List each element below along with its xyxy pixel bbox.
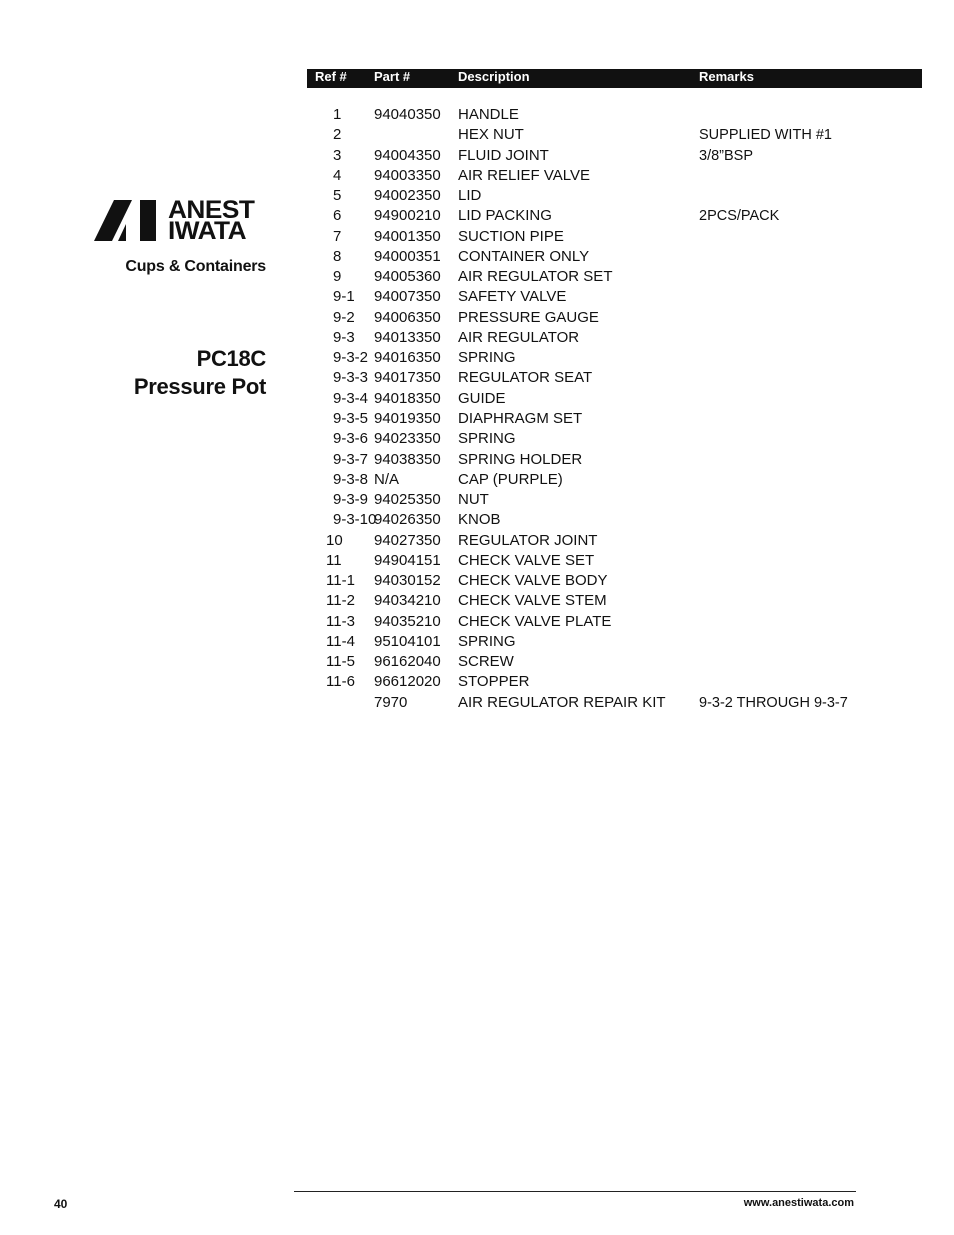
row-description: AIR REGULATOR SET [458,268,613,286]
row-ref: 9-3-8 [333,470,369,488]
row-description: SPRING HOLDER [458,450,583,468]
row-description: CAP (PURPLE) [458,470,563,488]
table-row [307,247,922,267]
table-row [307,186,922,206]
row-ref: 8 [333,247,342,265]
row-ref: 11-1 [326,572,355,590]
table-row [307,105,922,125]
row-part-number: 94016350 [374,349,441,367]
parts-table-header [307,69,922,88]
row-description: STOPPER [458,673,530,691]
row-description: AIR REGULATOR [458,328,580,346]
row-description: SPRING [458,430,516,448]
row-part-number: 94034210 [374,592,441,610]
row-part-number: 94003350 [374,166,441,184]
row-remarks: SUPPLIED WITH #1 [699,127,832,144]
table-row [307,571,922,591]
row-remarks: 3/8”BSP [699,147,753,164]
row-ref: 9-3-10 [333,511,377,529]
row-description: CHECK VALVE PLATE [458,612,612,630]
row-part-number: 94018350 [374,389,441,407]
row-ref: 9-1 [333,288,355,306]
table-row [307,591,922,611]
row-part-number: 94017350 [374,369,441,387]
row-part-number: 94006350 [374,308,441,326]
row-part-number: N/A [374,470,400,488]
row-part-number: 96162040 [374,653,441,671]
row-ref: 6 [333,207,342,225]
row-part-number: 7970 [374,693,408,711]
row-ref: 9-3-2 [333,349,369,367]
row-part-number: 94040350 [374,106,441,123]
row-ref: 7 [333,227,342,245]
table-row [307,490,922,510]
table-row [307,429,922,449]
row-description: REGULATOR JOINT [458,531,598,549]
row-ref: 9-3-6 [333,430,369,448]
row-description: LID PACKING [458,207,552,225]
row-ref: 4 [333,166,342,184]
table-row [307,328,922,348]
row-ref: 9-3-5 [333,409,369,427]
table-row [307,652,922,672]
row-part-number: 94013350 [374,328,441,346]
table-row [307,632,922,652]
table-row [307,409,922,429]
row-remarks: 2PCS/PACK [699,208,780,225]
row-remarks: 9-3-2 THROUGH 9-3-7 [699,694,848,711]
row-ref: 11-3 [326,612,355,630]
row-ref: 9-3-4 [333,389,369,407]
anest-iwata-mark-icon [94,200,160,242]
row-description: CONTAINER ONLY [458,247,590,265]
logo-word-iwata: IWATA [168,217,247,245]
row-description: DIAPHRAGM SET [458,409,583,427]
section-label: Cups & Containers [125,258,266,275]
row-description: SPRING [458,349,516,367]
table-row [307,308,922,328]
row-part-number: 94002350 [374,187,441,205]
row-ref: 11-5 [326,653,355,671]
row-ref: 3 [333,146,342,164]
row-part-number: 94023350 [374,430,441,448]
page-title-model: PC18C [196,346,266,371]
table-row [307,612,922,632]
row-part-number: 94904151 [374,551,441,569]
footer-divider [294,1191,856,1192]
row-description: FLUID JOINT [458,146,549,164]
row-ref: 5 [333,187,342,205]
parts-table [307,105,922,713]
logo-word-anest: ANEST [168,196,255,224]
table-row [307,368,922,388]
table-row [307,672,922,692]
row-ref: 1 [333,106,342,123]
row-ref: 2 [333,126,342,144]
header-part: Part # [374,69,411,84]
table-row [307,287,922,307]
row-part-number: 94019350 [374,409,441,427]
header-ref: Ref # [315,69,347,84]
row-part-number: 94030152 [374,572,441,590]
row-ref: 10 [326,531,343,549]
anest-iwata-logo [94,198,266,244]
row-description: SPRING [458,632,516,650]
row-part-number: 94035210 [374,612,441,630]
table-row [307,206,922,226]
row-ref: 11 [326,551,342,569]
table-row [307,348,922,368]
row-part-number: 94900210 [374,207,441,225]
row-description: CHECK VALVE STEM [458,592,607,610]
row-part-number: 94005360 [374,268,441,286]
table-row [307,227,922,247]
row-ref: 9-3-9 [333,491,369,509]
table-row [307,531,922,551]
row-ref: 11-4 [326,632,355,650]
row-description: CHECK VALVE BODY [458,572,608,590]
row-part-number: 96612020 [374,673,441,691]
row-description: HEX NUT [458,126,524,144]
table-row [307,125,922,145]
row-description: SAFETY VALVE [458,288,567,306]
table-row [307,450,922,470]
table-row [307,146,922,166]
row-ref: 11-6 [326,673,355,691]
footer-website: www.anestiwata.com [743,1197,854,1209]
table-row [307,470,922,490]
table-row [307,267,922,287]
row-description: CHECK VALVE SET [458,551,595,569]
table-row [307,389,922,409]
row-description: GUIDE [458,389,506,407]
row-part-number: 94001350 [374,227,441,245]
row-description: SUCTION PIPE [458,227,564,245]
row-ref: 9-2 [333,308,355,326]
row-description: AIR RELIEF VALVE [458,166,590,184]
row-ref: 9 [333,268,342,286]
header-description: Description [458,69,530,84]
table-row [307,551,922,571]
page-title-product: Pressure Pot [133,374,266,399]
row-part-number: 94026350 [374,511,441,529]
row-description: PRESSURE GAUGE [458,308,599,326]
row-ref: 11-2 [326,592,355,610]
row-ref: 9-3-7 [333,450,369,468]
row-part-number: 94007350 [374,288,441,306]
row-description: AIR REGULATOR REPAIR KIT [458,693,666,711]
row-description: KNOB [458,511,501,529]
row-part-number: 94027350 [374,531,441,549]
row-ref: 9-3 [333,328,355,346]
row-part-number: 94004350 [374,146,441,164]
row-part-number: 95104101 [374,632,441,650]
row-part-number: 94025350 [374,491,441,509]
table-row [307,510,922,530]
row-ref: 9-3-3 [333,369,369,387]
row-description: HANDLE [458,106,519,123]
page-number: 40 [54,1197,68,1211]
page-title [60,345,266,401]
row-description: SCREW [458,653,514,671]
row-part-number: 94038350 [374,450,441,468]
row-part-number: 94000351 [374,247,441,265]
table-row [307,693,922,713]
table-row [307,166,922,186]
row-description: REGULATOR SEAT [458,369,593,387]
row-description: NUT [458,491,489,509]
row-description: LID [458,187,482,205]
header-remarks: Remarks [699,69,754,84]
